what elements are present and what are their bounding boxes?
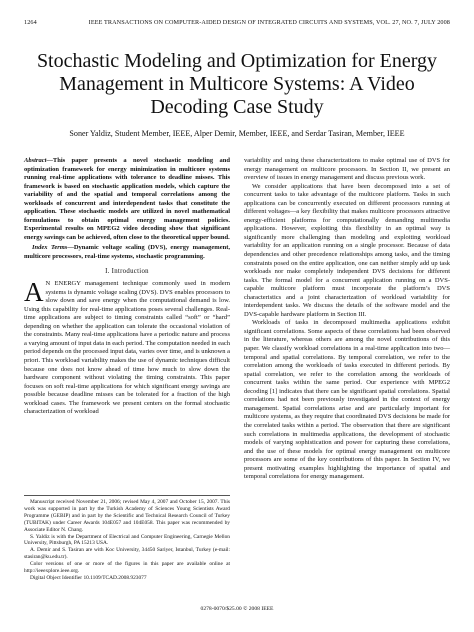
copyright-footer: 0278-0070/$25.00 © 2008 IEEE xyxy=(200,606,274,612)
intro-paragraph xyxy=(24,277,231,417)
footnote-doi: Digital Object Identifier 10.1109/TCAD.2008.923077 xyxy=(30,574,147,581)
right-paragraph-3: Workloads of tasks in decomposed multimedia applications exhibit significant correlations. Some aspects of these correlations had been observed in the literature, whereas others are among the novel contributions of this paper. We classify workload correlations in a real-time application into two—temporal and spatial correlations. By temporal correlation, we refer to the correlation among the workloads of tasks executed in different periods. By spatial correlation, we refer to the correlation among the workloads of concurrent tasks within the same period. Our experience with MPEG2 decoding [1] indicates that there can be significant spatial correlations. Spatial correlations had not been previously investigated in the context of energy management. Spatial correlations arise and are particularly important for multicore systems, as they require that coordinated DVS decisions be made for the correlated tasks within a period. The observation that there are significant such correlations in multimedia applications, the development of stochastic models of varying sophistication and power for capturing these correlations, and the use of these models for optimal energy management on multicore processors are some of the key contributions of this paper. In Section IV, we present motivating examples highlighting the importance of spatial and temporal correlations for energy management. xyxy=(244,319,450,481)
footnote-manuscript: Manuscript received November 21, 2006; revised May 4, 2007 and October 15, 2007. This work was supported in part by the Turkish Academy of Sciences Young Scientists Award Programme (GEBIP) and in part by the Scientific and Technical Research Council of Turkey (TUBITAK) under Career Awards 104E057 and 104E058. This paper was recommended by Associate Editor N. Chang. xyxy=(24,499,230,533)
abstract-text: —This paper presents a novel stochastic modeling and optimization framework for energy minimization in multicore systems running real-time applications with tolerance to deadline misses. This framework is based on stochastic application models, which capture the variability of and the spatial and temporal correlations among the workloads of concurrent and interdependent tasks that constitute the application. These stochastic models are utilized in novel mathematical formulations to obtain optimal energy management policies. Experimental results on MPEG2 video decoding show that significant energy savings can be achieved, often close to the theoretical upper bound. xyxy=(24,157,230,241)
index-terms xyxy=(24,244,230,261)
section-heading-introduction: I. Introduction xyxy=(105,267,149,275)
running-header xyxy=(24,19,450,31)
journal-name: IEEE TRANSACTIONS ON COMPUTER-AIDED DESIGN OF INTEGRATED CIRCUITS AND SYSTEMS, VOL. 27, NO. 7, JULY 2008 xyxy=(88,19,450,26)
abstract-label: Abstract xyxy=(24,157,47,164)
intro-text: N ENERGY management technique commonly used in modern systems is dynamic voltage scaling (DVS). DVS enables processors to slow down and save energy when the computational demand is low. Using this capability for real-time applications poses several challenges. Real-time applications are subject to timing constraints called “soft” or “hard” depending on whether the application can tolerate the occasional violation of the constraints. Many real-time applications have a periodic nature and process a varying amount of input data in each period. The computation needed in each period depends on the processed input data, varies over time, and is unknown a priori. This workload variability makes the use of dynamic techniques difficult because one does not know ahead of time how much to slow down the hardware component without violating the timing constraints. This paper focuses on soft real-time applications for which significant energy savings are possible because deadline misses can be tolerated for a fraction of the high workload cases. The framework we present centers on the formal stochastic characterization of workload xyxy=(24,280,231,416)
page-number: 1264 xyxy=(24,19,37,26)
right-paragraph-1: variability and using these characterizations to make optimal use of DVS for energy management on multicore processors. In Section II, we present an overview of issues in energy management and discuss previous work. xyxy=(244,157,450,182)
right-column xyxy=(244,157,450,482)
paper-title: Stochastic Modeling and Optimization for Energy Management in Multicore Systems: A Video Decoding Case Study xyxy=(36,50,438,118)
index-terms-label: Index Terms xyxy=(32,244,68,252)
index-terms-text: —Dynamic voltage scaling (DVS), energy management, multicore processors, real-time systems, stochastic programming. xyxy=(24,244,230,261)
footnote-author-1: S. Yaldiz is with the Department of Electrical and Computer Engineering, Carnegie Mellon University, Pittsburgh, PA 15213 USA. xyxy=(24,533,230,547)
footnote-author-2: A. Demir and S. Tasiran are with Koc University, 34450 Sariyer, Istanbul, Turkey (e-mail: stasiran@ku.edu.tr). xyxy=(24,547,230,561)
abstract xyxy=(24,157,230,242)
right-paragraph-2: We consider applications that have been decomposed into a set of concurrent tasks to take advantage of the multicore platform. Tasks in such applications can be concurrently executed on different processors running at different voltages—a key flexibility that makes multicore processors attractive energy-efficient platforms for computationally demanding multimedia applications. However, exploiting this flexibility in an optimal way is significantly more challenging than modeling and exploiting workload variability for an application running on a single processor. Because of data dependencies and other precedence relationships among tasks, and the timing constraints posed on the entire application, one can neither simply add up task workloads nor make completely independent DVS decisions for different tasks. The formal model for a concurrent application running on a DVS-capable multicore platform must incorporate the platform’s DVS characteristics and a joint characterization of workload variability for interdependent tasks. We discuss the details of the software model and the DVS-capable hardware platform in Section III. xyxy=(244,182,450,318)
drop-cap: A xyxy=(24,277,44,308)
footnote-color: Color versions of one or more of the figures in this paper are available online at http://ieeexplore.ieee.org. xyxy=(24,561,230,575)
author-list: Soner Yaldiz, Student Member, IEEE, Alper Demir, Member, IEEE, and Serdar Tasiran, Member, IEEE xyxy=(69,129,405,138)
footnote-block xyxy=(24,495,230,582)
left-column xyxy=(24,157,230,417)
